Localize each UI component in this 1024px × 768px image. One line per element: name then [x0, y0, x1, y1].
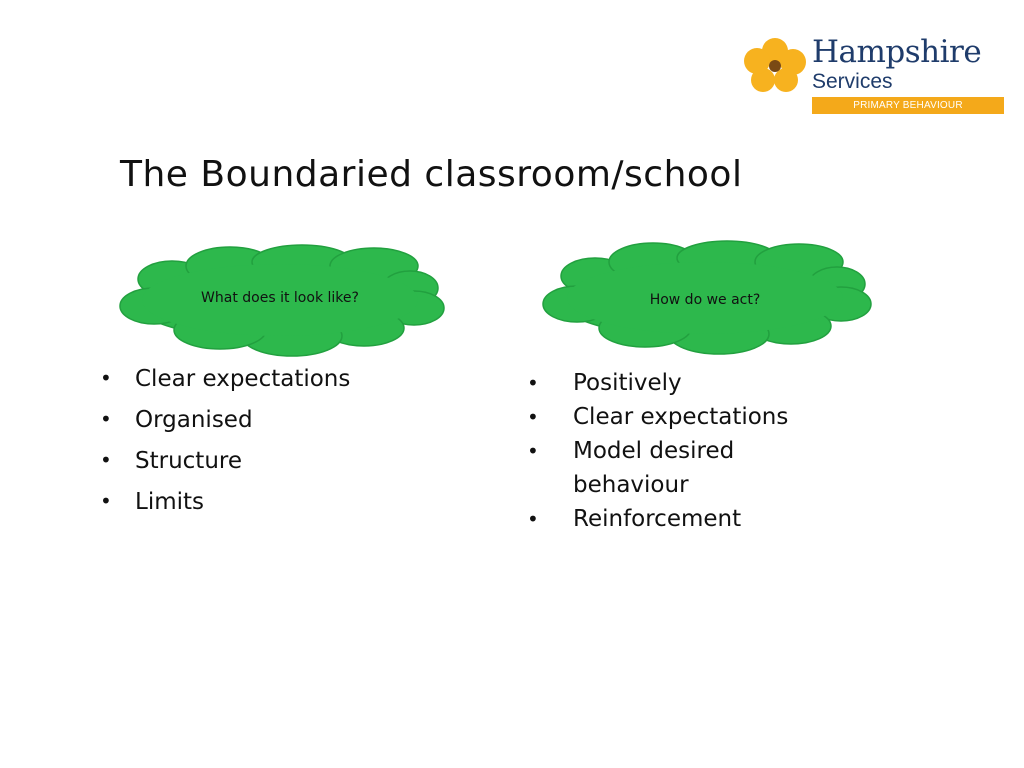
slide-title: The Boundaried classroom/school — [120, 154, 743, 195]
bullet-icon: • — [100, 407, 112, 431]
bullet-icon: • — [527, 405, 539, 429]
list-item — [527, 434, 813, 502]
primrose-flower-icon — [744, 38, 806, 92]
how-we-act-list — [527, 366, 813, 536]
list-item — [100, 448, 350, 489]
list-item — [527, 502, 813, 536]
bullet-icon: • — [527, 439, 539, 463]
cloud-label-right: How do we act? — [649, 292, 761, 308]
logo-strapline: PRIMARY BEHAVIOUR — [812, 97, 1004, 114]
bullet-icon: • — [100, 489, 112, 513]
list-item-text: Limits — [135, 489, 204, 515]
list-item-text: Positively — [573, 370, 682, 396]
list-item-text: Structure — [135, 448, 242, 474]
list-item — [100, 407, 350, 448]
list-item-text: Model desired behaviour — [573, 438, 735, 498]
list-item-text: Clear expectations — [135, 366, 351, 392]
cloud-label-left: What does it look like? — [201, 290, 359, 306]
list-item — [527, 400, 813, 434]
cloud-how-do-we-act — [537, 240, 873, 356]
cloud-what-does-it-look-like — [112, 244, 448, 358]
bullet-icon: • — [527, 507, 539, 531]
logo-brand-text: Hampshire — [812, 34, 982, 70]
list-item-text: Organised — [135, 407, 253, 433]
bullet-icon: • — [100, 366, 112, 390]
list-item-text: Clear expectations — [573, 404, 789, 430]
list-item — [100, 489, 350, 530]
bullet-icon: • — [100, 448, 112, 472]
logo-services-text: Services — [812, 70, 893, 93]
list-item — [100, 366, 350, 407]
hampshire-services-logo — [744, 34, 1006, 118]
list-item — [527, 366, 813, 400]
list-item-text: Reinforcement — [573, 506, 742, 532]
look-like-list — [100, 366, 350, 530]
bullet-icon: • — [527, 371, 539, 395]
